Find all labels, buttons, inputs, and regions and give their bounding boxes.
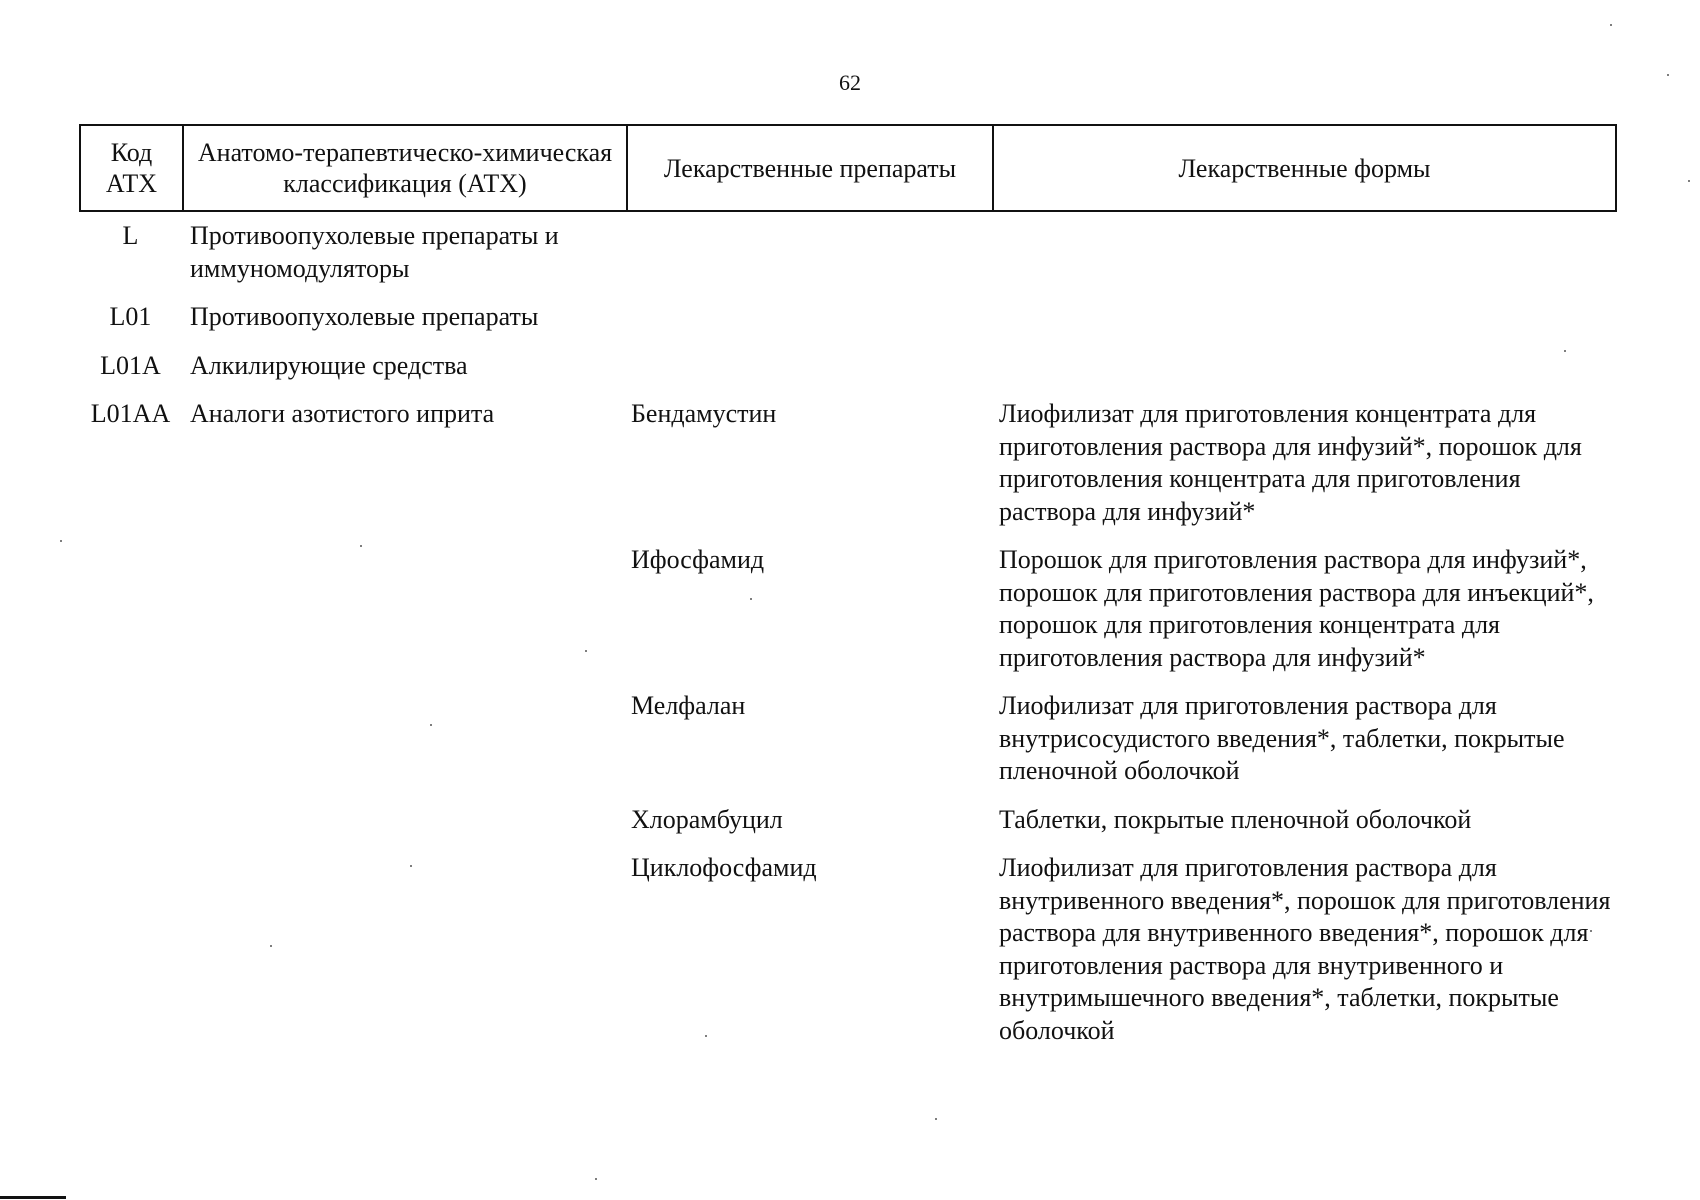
scan-speck — [705, 1035, 707, 1037]
atc-code — [79, 690, 182, 788]
table-header — [79, 124, 1617, 212]
scan-speck — [1590, 930, 1592, 932]
dosage-forms: Лиофилизат для приготовления раствора для внутривенного введения*, порошок для приготовления раствора для внутривенного введения*, порошок для приготовления раствора для внутривенного и внутримышечного введения*, таблетки, покрытые оболочкой — [999, 853, 1611, 1045]
atc-code: L01AA — [90, 399, 171, 428]
atc-code: L01A — [100, 350, 161, 380]
scan-speck — [585, 650, 587, 652]
page-number: 62 — [839, 70, 861, 95]
scan-speck — [1564, 350, 1566, 352]
scan-speck — [360, 545, 362, 547]
header-drugs: Лекарственные препараты — [628, 126, 994, 210]
scan-speck — [935, 1118, 937, 1120]
table-row — [79, 804, 1617, 837]
drug-name — [626, 301, 992, 334]
atc-classification: Алкилирующие средства — [190, 350, 468, 380]
dosage-forms — [992, 301, 1617, 334]
scan-speck — [410, 865, 412, 867]
atc-code — [79, 852, 182, 1047]
atc-classification — [182, 804, 626, 837]
table-row — [79, 690, 1617, 788]
atc-code — [79, 804, 182, 837]
drug-name: Ифосфамид — [631, 545, 765, 574]
atc-classification: Противоопухолевые препараты — [190, 302, 539, 331]
table-body — [79, 220, 1617, 1047]
dosage-forms — [992, 220, 1617, 285]
header-forms: Лекарственные формы — [1178, 153, 1431, 183]
dosage-forms: Таблетки, покрытые пленочной оболочкой — [999, 804, 1472, 834]
atc-classification — [182, 852, 626, 1047]
dosage-forms: Лиофилизат для приготовления раствора для внутрисосудистого введения*, таблетки, покрытые пленочной оболочкой — [999, 691, 1565, 785]
atc-code: L — [122, 221, 139, 250]
drug-name — [626, 220, 992, 285]
drug-name — [626, 350, 992, 383]
dosage-forms — [992, 350, 1617, 383]
scan-speck — [270, 945, 272, 947]
drug-name: Циклофосфамид — [631, 853, 817, 882]
scan-speck — [430, 724, 432, 726]
dosage-forms: Лиофилизат для приготовления концентрата для приготовления раствора для инфузий*, порошок для приготовления концентрата для приготовления раствора для инфузий* — [999, 399, 1582, 526]
atc-classification — [182, 690, 626, 788]
atc-code: L01 — [109, 302, 152, 331]
table-row — [79, 301, 1617, 334]
table-row — [79, 350, 1617, 383]
scan-speck — [595, 1178, 597, 1180]
table-row — [79, 220, 1617, 285]
scan-speck — [1688, 180, 1690, 182]
drug-name: Мелфалан — [631, 691, 746, 720]
atc-classification: Противоопухолевые препараты и иммуномодуляторы — [190, 221, 559, 283]
scan-speck — [60, 540, 62, 542]
scan-speck — [1667, 74, 1669, 76]
table-row — [79, 852, 1617, 1047]
table-row — [79, 544, 1617, 674]
drug-name: Хлорамбуцил — [631, 804, 783, 834]
drug-name: Бендамустин — [631, 399, 777, 428]
header-classification: Анатомо-терапевтическо-химическая классификация (АТХ) — [184, 126, 628, 210]
scan-speck — [750, 598, 752, 600]
atc-classification — [182, 544, 626, 674]
table-row — [79, 398, 1617, 528]
scan-speck — [1610, 24, 1612, 26]
dosage-forms: Порошок для приготовления раствора для инфузий*, порошок для приготовления раствора для инъекций*, порошок для приготовления концентрата для приготовления раствора для инфузий* — [999, 545, 1594, 672]
atc-code — [79, 544, 182, 674]
scan-edge-mark — [0, 1196, 66, 1199]
header-code: Код АТХ — [81, 126, 184, 210]
atc-classification: Аналоги азотистого иприта — [190, 399, 495, 428]
